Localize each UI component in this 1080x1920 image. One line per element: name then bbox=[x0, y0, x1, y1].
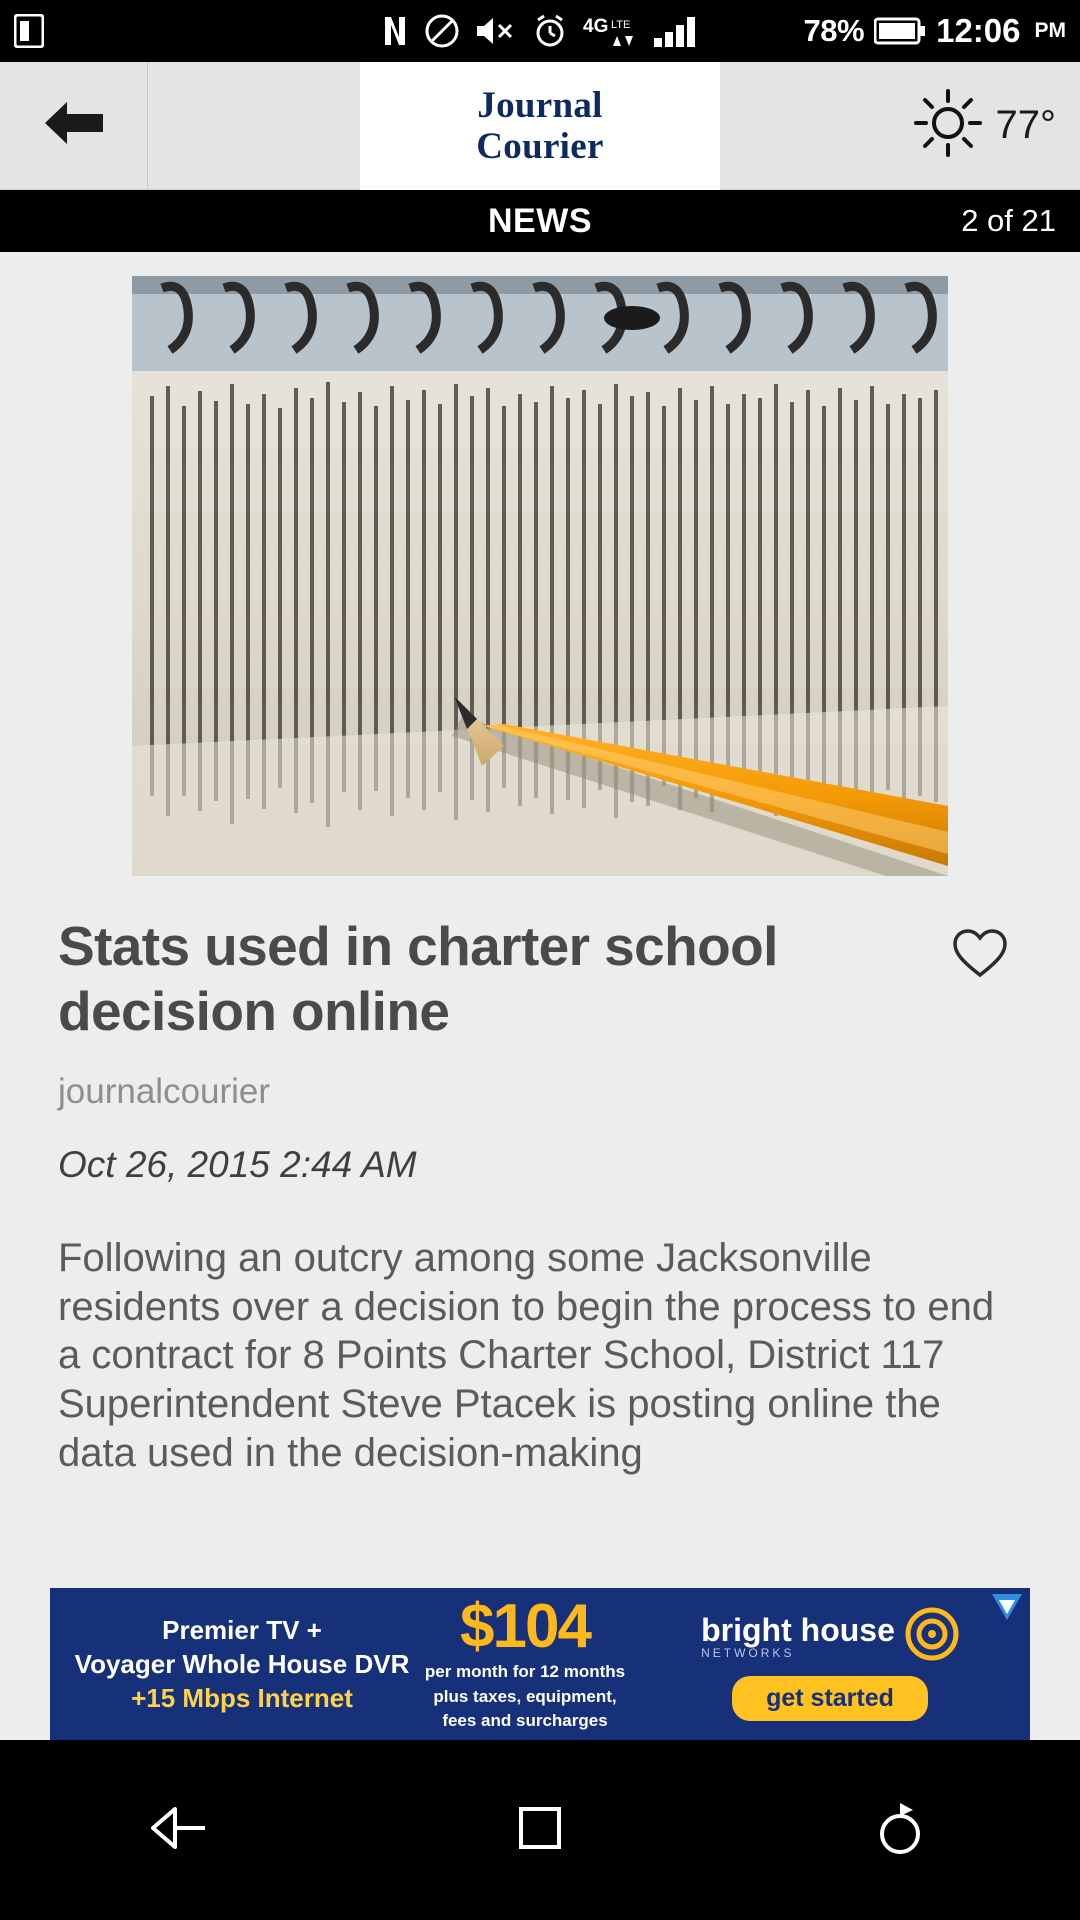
app-header bbox=[0, 62, 1080, 190]
ad-brand bbox=[701, 1607, 959, 1666]
article-counter: 2 of 21 bbox=[961, 203, 1056, 238]
article-hero-image bbox=[132, 276, 948, 876]
back-arrow-icon bbox=[41, 98, 107, 153]
nav-recents-button[interactable] bbox=[800, 1740, 1000, 1920]
weather-widget[interactable] bbox=[912, 87, 1057, 164]
ad-price-sub-1: per month for 12 months bbox=[424, 1661, 626, 1681]
article-body bbox=[0, 914, 1080, 1478]
article-headline: Stats used in charter school decision online bbox=[58, 915, 778, 1042]
masthead-line-2: Courier bbox=[476, 126, 604, 167]
ad-offer-line-1: Premier TV + bbox=[162, 1614, 322, 1645]
ad-price-block bbox=[420, 1591, 630, 1732]
ad-price: $104 bbox=[460, 1591, 590, 1661]
weather-temperature-label: 77° bbox=[995, 103, 1056, 147]
nav-home-icon bbox=[517, 1805, 563, 1856]
status-bar-right bbox=[804, 12, 1066, 50]
heart-outline-icon bbox=[952, 928, 1008, 985]
battery-percent-label: 78% bbox=[803, 13, 865, 48]
article-date: Oct 26, 2015 2:44 AM bbox=[58, 1143, 417, 1185]
sim-card-icon bbox=[14, 14, 44, 48]
svg-text:LTE: LTE bbox=[611, 19, 631, 31]
ad-offer-text bbox=[50, 1613, 420, 1716]
ad-brand-sub: NETWORKS bbox=[701, 1645, 795, 1660]
ad-cta-button[interactable]: get started bbox=[732, 1676, 928, 1721]
ad-price-sub-2: plus taxes, equipment, bbox=[433, 1686, 617, 1706]
signal-bars-icon bbox=[653, 14, 699, 48]
masthead-line-1: Journal bbox=[477, 84, 603, 126]
nfc-icon bbox=[381, 15, 409, 47]
4g-lte-data-icon bbox=[583, 14, 637, 48]
article-text: Following an outcry among some Jacksonville residents over a decision to begin the process to end a contract for 8 Points Charter School, District 117 Superintendent Steve Ptacek is posting online the data used in the decision-making bbox=[58, 1235, 995, 1475]
headline-row bbox=[58, 914, 1022, 1044]
battery-icon bbox=[874, 16, 926, 46]
system-nav-bar bbox=[0, 1740, 1080, 1920]
nav-home-button[interactable] bbox=[440, 1740, 640, 1920]
ad-choices-icon[interactable] bbox=[990, 1592, 1024, 1627]
ad-brand-name: bright house bbox=[701, 1611, 895, 1648]
favorite-button[interactable] bbox=[938, 914, 1022, 985]
svg-text:4G: 4G bbox=[583, 16, 609, 37]
ad-brand-block bbox=[630, 1607, 1030, 1721]
ad-price-sub-3: fees and surcharges bbox=[442, 1711, 608, 1731]
section-bar bbox=[0, 190, 1080, 252]
article-byline: journalcourier bbox=[58, 1071, 271, 1111]
ad-offer-line-3: +15 Mbps Internet bbox=[131, 1683, 353, 1714]
mute-icon bbox=[475, 15, 517, 47]
alarm-icon bbox=[533, 14, 567, 48]
clock-label: 12:06 bbox=[936, 12, 1021, 49]
status-bar bbox=[0, 0, 1080, 62]
nav-back-icon bbox=[149, 1803, 211, 1858]
nav-back-button[interactable] bbox=[80, 1740, 280, 1920]
do-not-disturb-icon bbox=[425, 14, 459, 48]
nav-recents-icon bbox=[875, 1801, 925, 1860]
ad-offer-line-2: Voyager Whole House DVR bbox=[74, 1648, 410, 1679]
sun-icon bbox=[912, 87, 984, 164]
clock-period-label: PM bbox=[1034, 19, 1066, 42]
section-title: NEWS bbox=[488, 201, 592, 240]
status-bar-left-icons bbox=[14, 14, 44, 48]
ad-banner[interactable] bbox=[50, 1588, 1030, 1740]
masthead-logo[interactable] bbox=[360, 62, 720, 190]
article-scroll-area[interactable] bbox=[0, 252, 1080, 1740]
bright-house-swirl-icon bbox=[905, 1607, 959, 1666]
back-button[interactable] bbox=[0, 62, 148, 189]
